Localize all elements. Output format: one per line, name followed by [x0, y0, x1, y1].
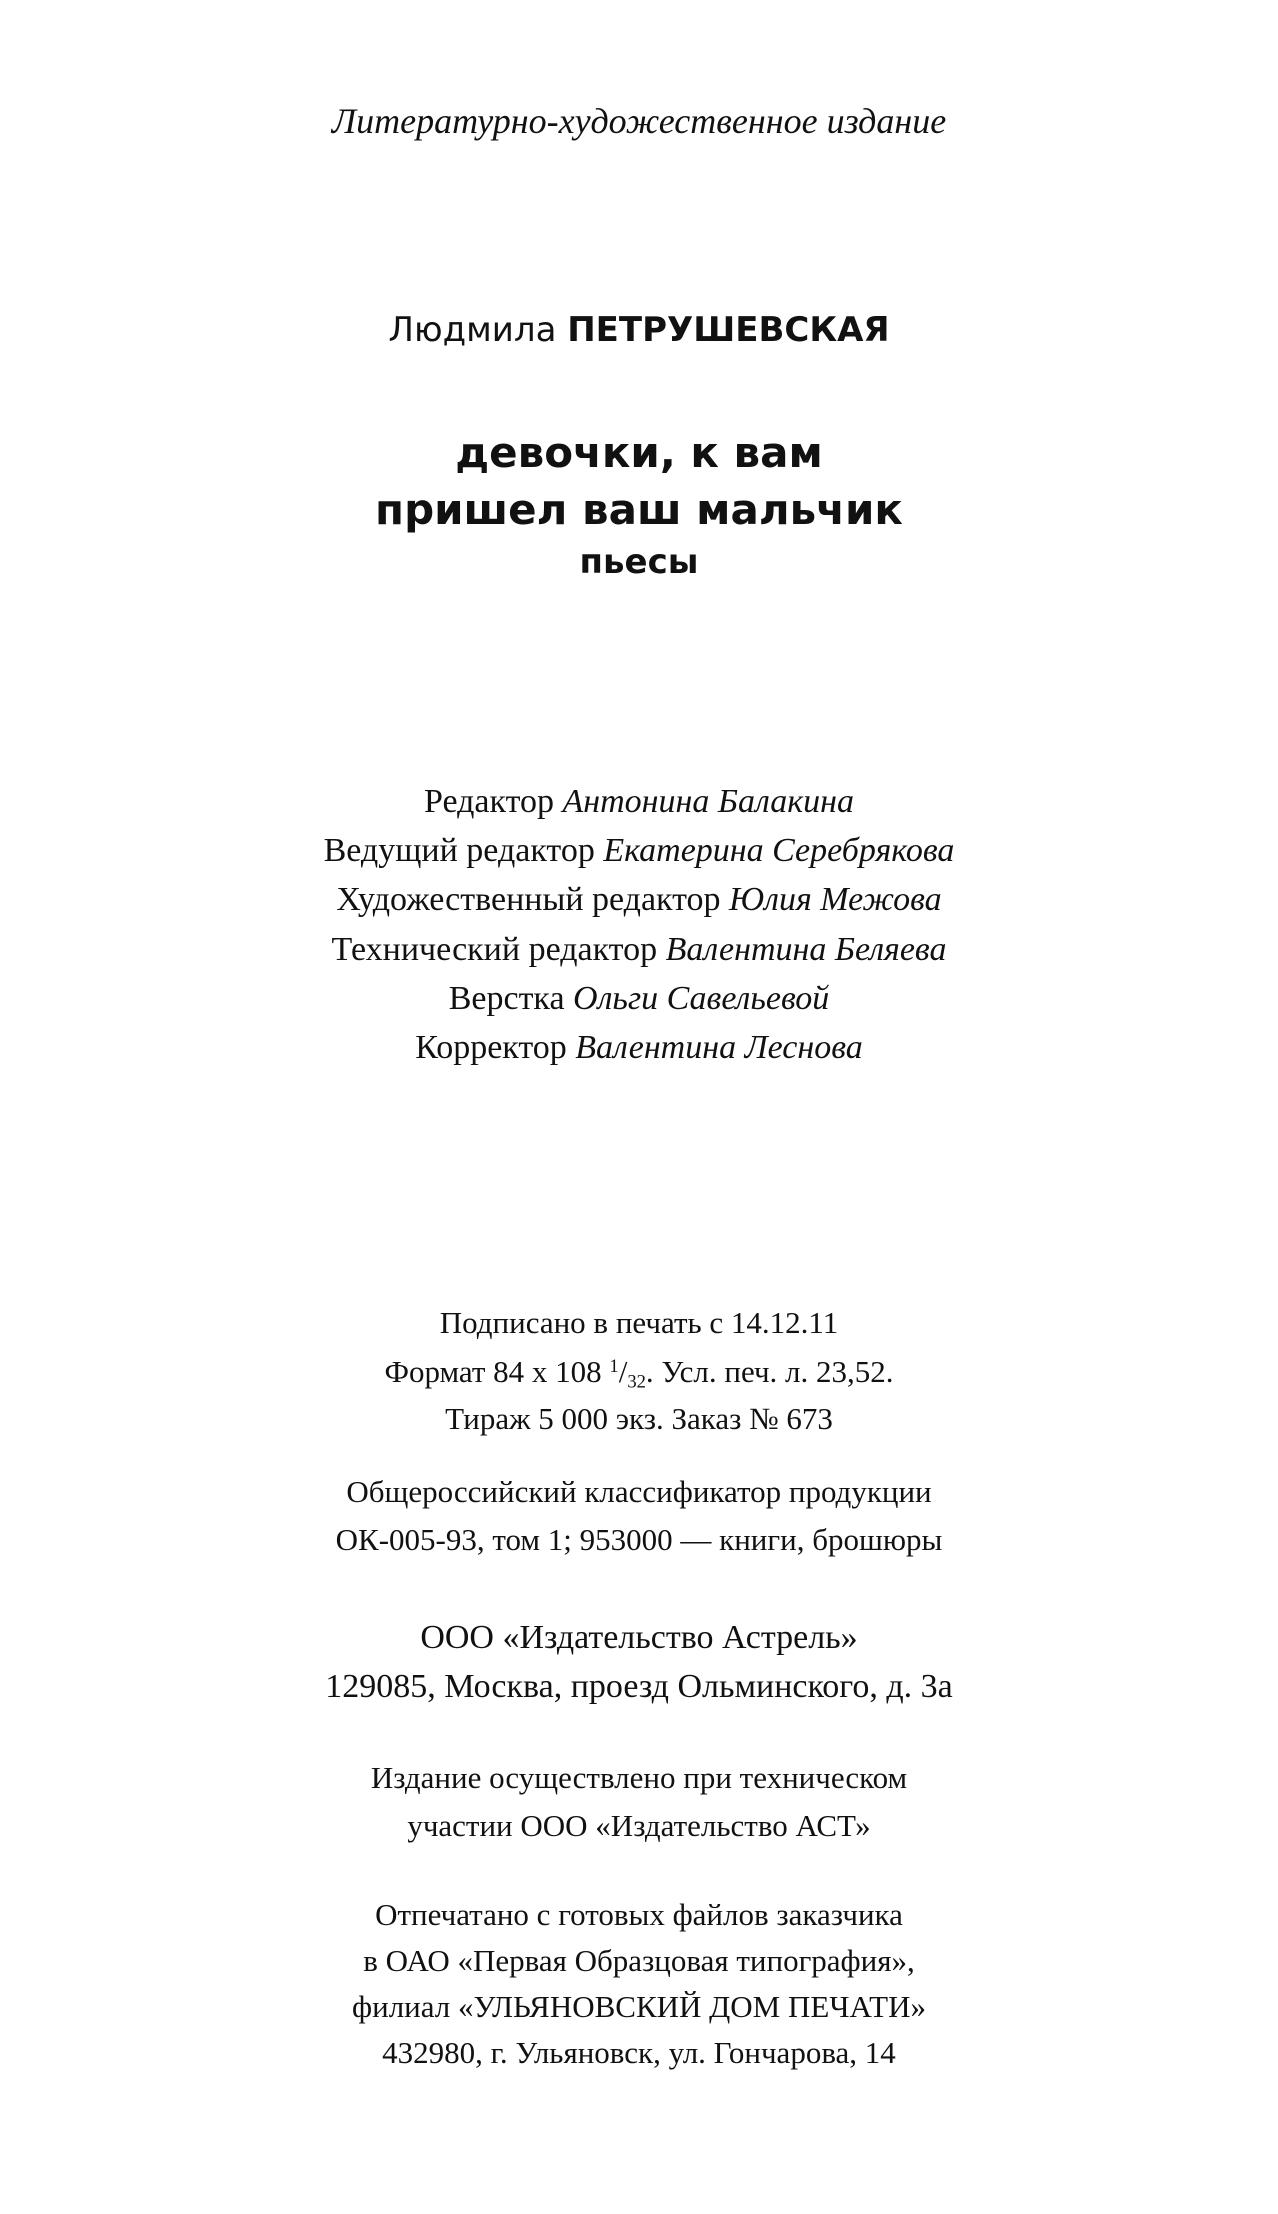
edition-type: Литературно-художественное издание — [331, 101, 947, 141]
credit-role: Ведущий редактор — [323, 832, 595, 869]
signed-to-print: Подписано в печать с 14.12.11 — [439, 1305, 839, 1340]
classifier-line-2: ОК-005-93, том 1; 953000 — книги, брошюры — [335, 1522, 943, 1557]
print-run: Тираж 5 000 экз. Заказ № 673 — [445, 1401, 833, 1436]
format-prefix: Формат 84 х 108 — [384, 1354, 610, 1389]
printer-line-3: филиал «УЛЬЯНОВСКИЙ ДОМ ПЕЧАТИ» — [352, 1989, 926, 2024]
credit-person: Ольги Савельевой — [573, 980, 830, 1017]
credit-person: Валентина Леснова — [575, 1029, 863, 1066]
format-denominator: 32 — [627, 1371, 646, 1393]
printer-line-4: 432980, г. Ульяновск, ул. Гончарова, 14 — [382, 2035, 896, 2070]
author-surname: ПЕТРУШЕВСКАЯ — [567, 310, 890, 350]
credit-line — [0, 931, 1278, 969]
book-title-line-2: пришел ваш мальчик — [375, 485, 903, 534]
format-slash: / — [618, 1354, 628, 1389]
format-suffix: . Усл. печ. л. 23,52. — [645, 1354, 894, 1389]
credit-role: Художественный редактор — [336, 881, 721, 918]
credit-role: Технический редактор — [331, 931, 658, 968]
credit-line — [0, 783, 1278, 821]
credit-role: Редактор — [424, 783, 554, 820]
technical-note-line-1: Издание осуществлено при техническом — [370, 1760, 908, 1795]
credit-line — [0, 832, 1278, 870]
technical-note-line-2: участии ООО «Издательство АСТ» — [407, 1808, 871, 1843]
credit-person: Екатерина Серебрякова — [603, 832, 955, 869]
author-name — [0, 310, 1278, 350]
format-line — [0, 1354, 1278, 1393]
credit-person: Юлия Межова — [729, 881, 942, 918]
author-first-name: Людмила — [388, 310, 557, 350]
credit-role: Корректор — [415, 1029, 567, 1066]
printer-line-2: в ОАО «Первая Образцовая типография», — [363, 1943, 915, 1978]
book-title-line-1: девочки, к вам — [455, 428, 823, 477]
credit-person: Валентина Беляева — [665, 931, 947, 968]
printer-line-1: Отпечатано с готовых файлов заказчика — [375, 1897, 903, 1932]
publisher-name: ООО «Издательство Астрель» — [420, 1619, 858, 1656]
credit-line — [0, 881, 1278, 919]
credit-role: Верстка — [448, 980, 565, 1017]
publisher-address: 129085, Москва, проезд Ольминского, д. 3а — [325, 1668, 953, 1705]
book-genre: пьесы — [579, 542, 699, 582]
credit-person: Антонина Балакина — [562, 783, 854, 820]
credit-line — [0, 1029, 1278, 1067]
classifier-line-1: Общероссийский классификатор продукции — [346, 1474, 932, 1509]
credit-line — [0, 980, 1278, 1018]
format-numerator: 1 — [609, 1355, 619, 1377]
